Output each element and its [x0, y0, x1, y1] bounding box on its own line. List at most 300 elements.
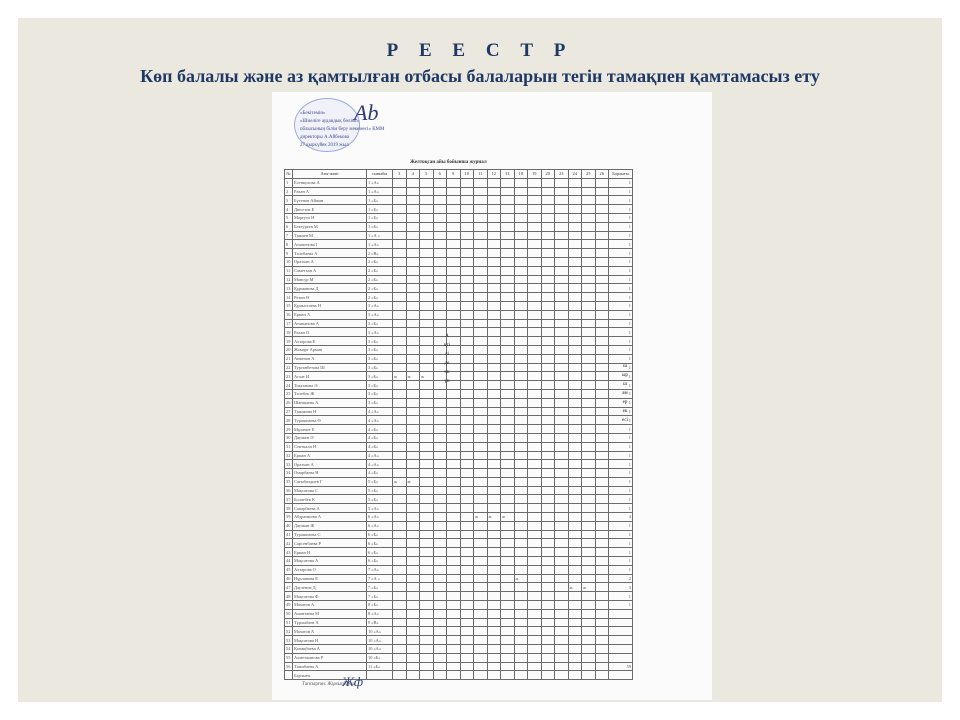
row-number: 55: [285, 653, 293, 662]
table-row: [285, 574, 633, 583]
table-row: [285, 442, 633, 451]
day-cell: [406, 583, 420, 592]
day-cell: [406, 548, 420, 557]
day-cell: [501, 257, 515, 266]
day-cell: [460, 618, 474, 627]
day-cell: ж: [406, 372, 420, 381]
day-cell: [528, 433, 542, 442]
day-cell: [555, 442, 569, 451]
day-cell: [528, 548, 542, 557]
day-cell: [595, 249, 609, 258]
day-cell: [514, 398, 528, 407]
day-cell: [514, 354, 528, 363]
day-cell: [420, 293, 434, 302]
day-cell: [447, 565, 461, 574]
table-row: [285, 284, 633, 293]
student-name: Анкенов А: [293, 354, 367, 363]
table-row: [285, 425, 633, 434]
day-cell: [474, 618, 488, 627]
row-total: [609, 627, 633, 636]
journal-title: Желтоқсан айы бойынша журнал: [410, 160, 487, 165]
day-cell: [487, 222, 501, 231]
day-cell: [460, 486, 474, 495]
day-cell: [555, 671, 569, 680]
day-cell: [595, 266, 609, 275]
day-cell: [460, 257, 474, 266]
row-total: [609, 618, 633, 627]
student-class: 10 «А»: [367, 645, 393, 654]
student-class: 3 «Б»: [367, 319, 393, 328]
day-cell: [447, 433, 461, 442]
day-cell: [474, 328, 488, 337]
day-cell: [595, 583, 609, 592]
day-cell: [487, 407, 501, 416]
day-cell: [433, 671, 447, 680]
day-cell: [487, 495, 501, 504]
day-cell: [406, 337, 420, 346]
row-total: [609, 653, 633, 662]
row-total: 1: [609, 381, 633, 390]
day-cell: [528, 293, 542, 302]
day-cell: [555, 645, 569, 654]
day-cell: [528, 618, 542, 627]
day-cell: [595, 653, 609, 662]
day-cell: [487, 504, 501, 513]
col-header-day: 25: [582, 170, 596, 179]
day-cell: [420, 469, 434, 478]
day-cell: [487, 486, 501, 495]
day-cell: [447, 504, 461, 513]
student-name: Омарбаева Н: [293, 469, 367, 478]
student-class: 2 «Б»: [367, 257, 393, 266]
student-class: 3 «А»: [367, 310, 393, 319]
day-cell: [514, 381, 528, 390]
day-cell: [568, 671, 582, 680]
day-cell: [393, 328, 407, 337]
day-cell: [487, 275, 501, 284]
day-cell: [555, 530, 569, 539]
row-number: 27: [285, 407, 293, 416]
row-number: 3: [285, 196, 293, 205]
table-row: [285, 381, 633, 390]
day-cell: [474, 627, 488, 636]
day-cell: [460, 284, 474, 293]
day-cell: [433, 627, 447, 636]
day-cell: [582, 513, 596, 522]
day-cell: [595, 433, 609, 442]
student-class: 8 «Б»: [367, 601, 393, 610]
student-class: 1 «А»: [367, 178, 393, 187]
row-number: 41: [285, 530, 293, 539]
row-number: 17: [285, 319, 293, 328]
day-cell: [433, 477, 447, 486]
day-cell: [420, 284, 434, 293]
day-cell: [568, 222, 582, 231]
student-name: Ахметжанова Р: [293, 653, 367, 662]
day-cell: [568, 425, 582, 434]
day-cell: [528, 187, 542, 196]
table-row: [285, 275, 633, 284]
table-row: [285, 662, 633, 671]
day-cell: [420, 460, 434, 469]
row-number: 30: [285, 433, 293, 442]
day-cell: [433, 187, 447, 196]
day-cell: [528, 319, 542, 328]
day-cell: [433, 530, 447, 539]
day-cell: [514, 583, 528, 592]
day-cell: [595, 662, 609, 671]
day-cell: [528, 407, 542, 416]
day-cell: [595, 557, 609, 566]
day-cell: [447, 609, 461, 618]
day-cell: [528, 486, 542, 495]
day-cell: [501, 477, 515, 486]
row-number: 15: [285, 301, 293, 310]
day-cell: [474, 363, 488, 372]
student-name: Махатов А: [293, 627, 367, 636]
day-cell: [582, 337, 596, 346]
day-cell: [541, 645, 555, 654]
col-header-day: 4: [406, 170, 420, 179]
student-class: 3 «Б»: [367, 398, 393, 407]
day-cell: [487, 601, 501, 610]
row-total: 1: [609, 592, 633, 601]
student-class: 1 «Б»: [367, 205, 393, 214]
student-name: Саметхан А: [293, 266, 367, 275]
day-cell: [582, 609, 596, 618]
row-total: 1: [609, 425, 633, 434]
day-cell: [582, 178, 596, 187]
table-row: [285, 389, 633, 398]
day-cell: [420, 521, 434, 530]
day-cell: [474, 433, 488, 442]
day-cell: [555, 416, 569, 425]
student-class: 1 «Б»: [367, 222, 393, 231]
student-class: 7 «А »: [367, 574, 393, 583]
day-cell: [595, 442, 609, 451]
day-cell: [528, 284, 542, 293]
day-cell: [501, 557, 515, 566]
day-cell: [433, 249, 447, 258]
day-cell: [420, 328, 434, 337]
day-cell: [420, 548, 434, 557]
day-cell: [460, 565, 474, 574]
day-cell: [447, 257, 461, 266]
day-cell: [555, 345, 569, 354]
day-cell: [474, 486, 488, 495]
day-cell: [514, 645, 528, 654]
day-cell: [501, 310, 515, 319]
day-cell: [501, 231, 515, 240]
day-cell: [406, 293, 420, 302]
day-cell: [460, 583, 474, 592]
day-cell: [433, 504, 447, 513]
day-cell: [420, 504, 434, 513]
day-cell: [595, 363, 609, 372]
day-cell: [460, 592, 474, 601]
student-class: 5 «Б»: [367, 486, 393, 495]
day-cell: [501, 609, 515, 618]
day-cell: [420, 627, 434, 636]
day-cell: [595, 592, 609, 601]
student-name: Құмыстаева Н: [293, 301, 367, 310]
day-cell: [568, 557, 582, 566]
day-cell: [487, 310, 501, 319]
day-cell: [460, 460, 474, 469]
row-number: 35: [285, 477, 293, 486]
day-cell: [420, 196, 434, 205]
day-cell: [447, 636, 461, 645]
day-cell: [393, 187, 407, 196]
row-number: 25: [285, 389, 293, 398]
day-cell: [420, 636, 434, 645]
day-cell: [501, 389, 515, 398]
day-cell: [568, 266, 582, 275]
student-name: Ерман А: [293, 310, 367, 319]
day-cell: [393, 381, 407, 390]
day-cell: [528, 266, 542, 275]
day-cell: [501, 565, 515, 574]
table-row: [285, 266, 633, 275]
day-cell: [447, 583, 461, 592]
day-cell: [555, 425, 569, 434]
row-number: 11: [285, 266, 293, 275]
day-cell: [555, 433, 569, 442]
day-cell: [541, 284, 555, 293]
day-cell: [528, 372, 542, 381]
day-cell: [541, 460, 555, 469]
row-number: 20: [285, 345, 293, 354]
table-row: [285, 310, 633, 319]
student-class: 1 «Б»: [367, 213, 393, 222]
day-cell: [555, 293, 569, 302]
row-number: 4: [285, 205, 293, 214]
day-cell: [595, 416, 609, 425]
day-cell: [514, 460, 528, 469]
day-cell: [582, 319, 596, 328]
student-name: Турганбетова Ш: [293, 363, 367, 372]
day-cell: [433, 425, 447, 434]
day-cell: [555, 407, 569, 416]
day-cell: [433, 301, 447, 310]
day-cell: [528, 354, 542, 363]
day-cell: [393, 275, 407, 284]
row-number: 29: [285, 425, 293, 434]
day-cell: [541, 257, 555, 266]
day-cell: [595, 601, 609, 610]
day-cell: [447, 653, 461, 662]
day-cell: [501, 504, 515, 513]
day-cell: [541, 293, 555, 302]
row-total: 1: [609, 301, 633, 310]
day-cell: [460, 433, 474, 442]
day-cell: [406, 671, 420, 680]
day-cell: [487, 530, 501, 539]
day-cell: [595, 213, 609, 222]
day-cell: [433, 178, 447, 187]
day-cell: [501, 205, 515, 214]
day-cell: [406, 222, 420, 231]
day-cell: [420, 565, 434, 574]
day-cell: [447, 205, 461, 214]
day-cell: [406, 381, 420, 390]
student-name: Жомарт Арман: [293, 345, 367, 354]
day-cell: [582, 574, 596, 583]
day-cell: [528, 442, 542, 451]
day-cell: [514, 530, 528, 539]
day-cell: [541, 389, 555, 398]
day-cell: [501, 530, 515, 539]
student-class: 1 «Б»: [367, 196, 393, 205]
day-cell: [501, 645, 515, 654]
day-cell: [433, 513, 447, 522]
day-cell: [420, 275, 434, 284]
day-cell: [433, 275, 447, 284]
day-cell: [447, 442, 461, 451]
day-cell: [393, 513, 407, 522]
row-total: 1: [609, 504, 633, 513]
day-cell: [582, 275, 596, 284]
day-cell: [406, 205, 420, 214]
day-cell: [460, 310, 474, 319]
day-cell: [582, 504, 596, 513]
day-cell: [460, 557, 474, 566]
day-cell: [514, 662, 528, 671]
row-number: 24: [285, 381, 293, 390]
col-header-day: 18: [514, 170, 528, 179]
day-cell: [528, 513, 542, 522]
student-name: Абдраимова А: [293, 513, 367, 522]
day-cell: [568, 178, 582, 187]
day-cell: [568, 372, 582, 381]
day-cell: [393, 460, 407, 469]
day-cell: [568, 213, 582, 222]
row-total: 1: [609, 354, 633, 363]
day-cell: [528, 363, 542, 372]
day-cell: [514, 389, 528, 398]
student-name: Мақсатова Н: [293, 636, 367, 645]
day-cell: [582, 653, 596, 662]
student-class: 5 «Б»: [367, 495, 393, 504]
day-cell: [568, 345, 582, 354]
day-cell: [474, 601, 488, 610]
day-cell: [501, 301, 515, 310]
table-row: [285, 451, 633, 460]
day-cell: [460, 513, 474, 522]
table-row: [285, 627, 633, 636]
day-cell: [582, 284, 596, 293]
day-cell: [433, 293, 447, 302]
day-cell: [568, 398, 582, 407]
day-cell: [460, 662, 474, 671]
day-cell: [406, 319, 420, 328]
day-cell: [582, 398, 596, 407]
day-cell: [555, 222, 569, 231]
day-cell: [474, 530, 488, 539]
day-cell: [541, 319, 555, 328]
approval-line: 27 қыркүйек 2019 жыл: [300, 143, 349, 148]
col-header-total: Барлығы: [609, 170, 633, 179]
table-row: [285, 328, 633, 337]
day-cell: [501, 284, 515, 293]
student-name: Мансур М: [293, 275, 367, 284]
approval-block: [300, 110, 384, 150]
day-cell: [514, 504, 528, 513]
day-cell: [528, 636, 542, 645]
day-cell: [420, 416, 434, 425]
day-cell: [568, 442, 582, 451]
day-cell: [433, 609, 447, 618]
day-cell: [555, 601, 569, 610]
day-cell: [514, 442, 528, 451]
day-cell: [514, 425, 528, 434]
day-cell: ж: [501, 513, 515, 522]
day-cell: [460, 539, 474, 548]
student-name: Ахтарова О: [293, 565, 367, 574]
day-cell: [406, 609, 420, 618]
day-cell: [501, 293, 515, 302]
day-cell: [582, 222, 596, 231]
day-cell: [595, 407, 609, 416]
day-cell: [460, 477, 474, 486]
student-name: Сапарбаева А: [293, 504, 367, 513]
day-cell: [541, 486, 555, 495]
day-cell: [393, 337, 407, 346]
row-number: 14: [285, 293, 293, 302]
day-cell: [487, 627, 501, 636]
day-cell: [514, 249, 528, 258]
day-cell: [595, 618, 609, 627]
day-cell: [595, 513, 609, 522]
day-cell: [474, 539, 488, 548]
table-row: [285, 187, 633, 196]
day-cell: [501, 416, 515, 425]
student-name: Нұрланова Е: [293, 574, 367, 583]
day-cell: [568, 301, 582, 310]
student-name: Мақсатова А: [293, 557, 367, 566]
student-name: Махатов А: [293, 601, 367, 610]
day-cell: [433, 319, 447, 328]
day-cell: [501, 583, 515, 592]
day-cell: [595, 337, 609, 346]
student-name: Тажикова Н: [293, 407, 367, 416]
table-row: [285, 495, 633, 504]
day-cell: [393, 565, 407, 574]
day-cell: [541, 372, 555, 381]
day-cell: [501, 178, 515, 187]
student-class: 1 «А»: [367, 187, 393, 196]
day-cell: [514, 653, 528, 662]
day-cell: [528, 275, 542, 284]
row-number: 38: [285, 504, 293, 513]
student-class: 3 «Б»: [367, 372, 393, 381]
day-cell: [433, 460, 447, 469]
day-cell: [420, 178, 434, 187]
row-total: 1: [609, 530, 633, 539]
table-row: [285, 539, 633, 548]
student-class: [367, 671, 393, 680]
student-class: 7 «А»: [367, 565, 393, 574]
day-cell: [514, 205, 528, 214]
day-cell: [474, 469, 488, 478]
row-number: 34: [285, 469, 293, 478]
day-cell: [528, 196, 542, 205]
day-cell: [393, 601, 407, 610]
day-cell: [393, 442, 407, 451]
day-cell: [474, 301, 488, 310]
student-class: 4 «Б»: [367, 425, 393, 434]
day-cell: [528, 477, 542, 486]
